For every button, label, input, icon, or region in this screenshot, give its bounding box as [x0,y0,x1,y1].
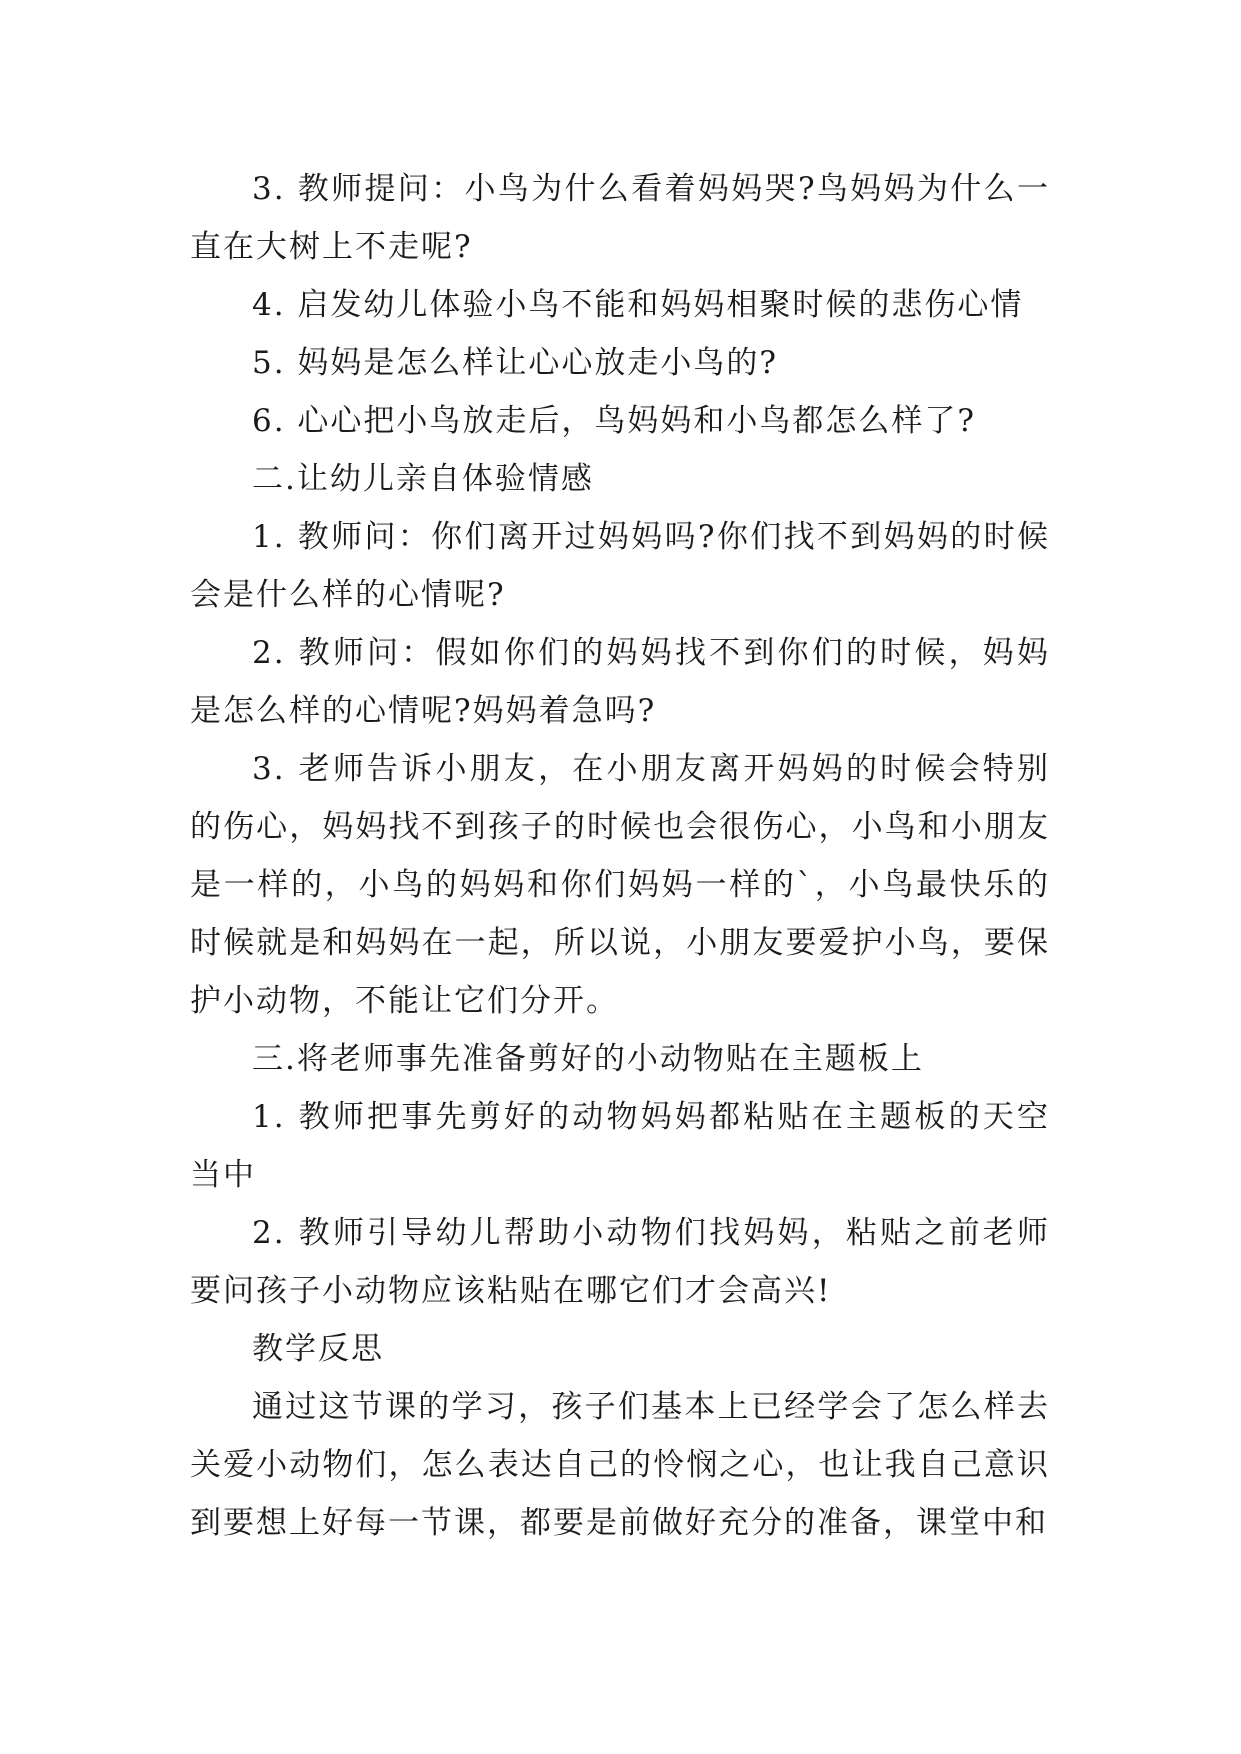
reflection-paragraph: 通过这节课的学习，孩子们基本上已经学会了怎么样去关爱小动物们，怎么表达自己的怜悯之心，也让我自己意识到要想上好每一节课，都要是前做好充分的准备，课堂中和 [190,1389,1050,1541]
paragraph-question-3: 3. 教师提问：小鸟为什么看着妈妈哭?鸟妈妈为什么一直在大树上不走呢? [190,171,1050,265]
paragraph-section3-item-1: 1. 教师把事先剪好的动物妈妈都粘贴在主题板的天空当中 [190,1099,1050,1193]
document-body [190,160,1050,1552]
reflection-heading: 教学反思 [252,1331,384,1367]
paragraph-section2-item-2: 2. 教师问：假如你们的妈妈找不到你们的时候，妈妈是怎么样的心情呢?妈妈着急吗? [190,635,1050,729]
paragraph-section3-item-2: 2. 教师引导幼儿帮助小动物们找妈妈，粘贴之前老师要问孩子小动物应该粘贴在哪它们才会高兴! [190,1215,1050,1309]
paragraph-step-6: 6. 心心把小鸟放走后，鸟妈妈和小鸟都怎么样了? [252,403,977,439]
paragraph-section2-item-3: 3. 老师告诉小朋友，在小朋友离开妈妈的时候会特别的伤心，妈妈找不到孩子的时候也会很伤心，小鸟和小朋友是一样的，小鸟的妈妈和你们妈妈一样的`，小鸟最快乐的时候就是和妈妈在一起，所以说，小朋友要爱护小鸟，要保护小动物，不能让它们分开。 [190,751,1050,1019]
paragraph-section2-item-1: 1. 教师问：你们离开过妈妈吗?你们找不到妈妈的时候会是什么样的心情呢? [190,519,1050,613]
paragraph-step-5: 5. 妈妈是怎么样让心心放走小鸟的? [252,345,779,381]
paragraph-step-4: 4. 启发幼儿体验小鸟不能和妈妈相聚时候的悲伤心情 [252,287,1024,323]
section-heading-2: 二.让幼儿亲自体验情感 [252,461,594,497]
section-heading-3: 三.将老师事先准备剪好的小动物贴在主题板上 [252,1041,924,1077]
